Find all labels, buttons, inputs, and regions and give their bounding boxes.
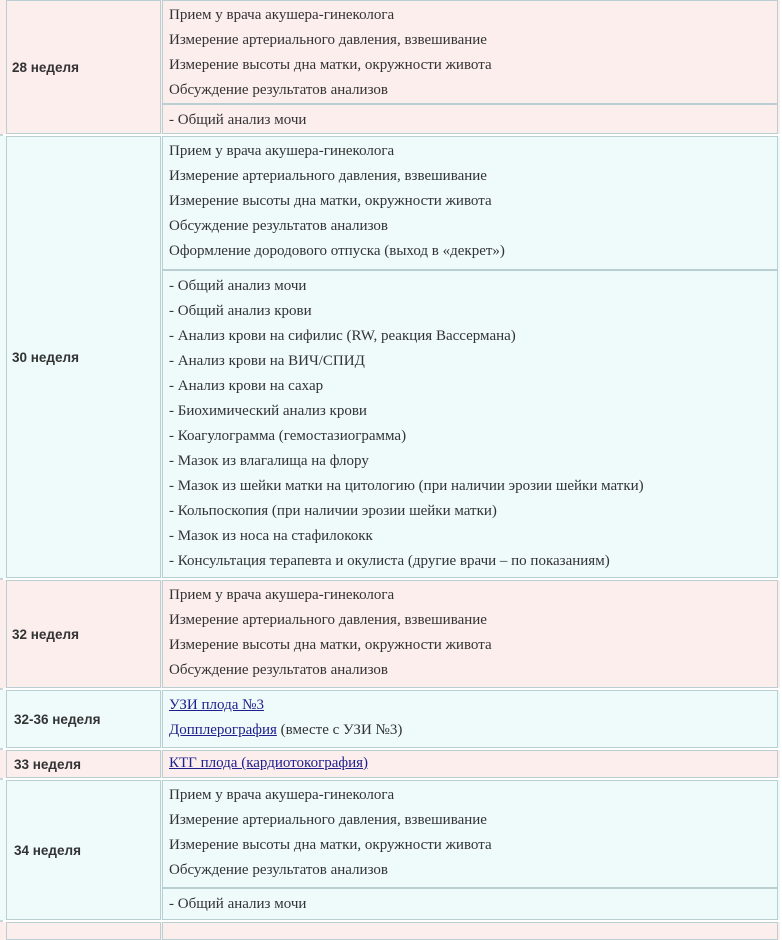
table-row-30 <box>0 136 780 578</box>
list-item: Измерение высоты дна матки, окружности живота <box>169 57 492 73</box>
visit-cell <box>162 0 778 104</box>
visit-cell <box>162 580 778 688</box>
table-row-28 <box>0 0 780 134</box>
tests-cell <box>162 888 778 920</box>
visit-cell <box>162 922 778 940</box>
list-item: - Общий анализ мочи <box>169 896 307 912</box>
list-item <box>169 720 777 745</box>
doppler-link[interactable]: Допплерография <box>169 722 277 738</box>
week-cell <box>6 922 161 940</box>
table-row-32-36 <box>0 690 780 748</box>
list-item: Измерение артериального давления, взвешивание <box>169 168 487 184</box>
table-row-34 <box>0 780 780 920</box>
week-cell: 32-36 неделя <box>6 690 161 748</box>
list-item: - Мазок из носа на стафилококк <box>169 528 373 544</box>
week-cell: 33 неделя <box>6 750 161 778</box>
list-item: - Кольпоскопия (при наличии эрозии шейки матки) <box>169 503 497 519</box>
list-item: - Анализ крови на сифилис (RW, реакция Вассермана) <box>169 328 516 344</box>
list-item: - Анализ крови на ВИЧ/СПИД <box>169 353 365 369</box>
list-item: Измерение артериального давления, взвешивание <box>169 812 487 828</box>
visit-cell <box>162 136 778 270</box>
list-item: - Коагулограмма (гемостазиограмма) <box>169 428 407 444</box>
list-item: - Консультация терапевта и окулиста (другие врачи – по показаниям) <box>169 553 610 569</box>
table-row-33 <box>0 750 780 778</box>
tests-cell <box>162 270 778 578</box>
list-item: Измерение артериального давления, взвешивание <box>169 612 487 628</box>
list-item: - Мазок из влагалища на флору <box>169 453 369 469</box>
list-item: - Анализ крови на сахар <box>169 378 324 394</box>
list-item <box>169 695 777 720</box>
list-item: - Общий анализ мочи <box>169 278 307 294</box>
visit-cell <box>162 690 778 748</box>
week-cell: 28 неделя <box>6 0 161 134</box>
list-item: - Мазок из шейки матки на цитологию (при наличии эрозии шейки матки) <box>169 478 644 494</box>
week-cell: 30 неделя <box>6 136 161 578</box>
list-item: - Биохимический анализ крови <box>169 403 367 419</box>
visit-cell <box>162 780 778 888</box>
tests-cell <box>162 104 778 134</box>
ctg-link[interactable]: КТГ плода (кардиотокография) <box>169 755 369 771</box>
week-cell: 34 неделя <box>6 780 161 920</box>
list-item: Измерение артериального давления, взвешивание <box>169 32 487 48</box>
list-item: Обсуждение результатов анализов <box>169 82 388 98</box>
list-item: Оформление дородового отпуска (выход в «декрет») <box>169 243 505 259</box>
list-item: Обсуждение результатов анализов <box>169 662 388 678</box>
list-item: Измерение высоты дна матки, окружности живота <box>169 193 492 209</box>
ultrasound-3-link[interactable]: УЗИ плода №3 <box>169 697 264 713</box>
list-item: Прием у врача акушера-гинеколога <box>169 143 395 159</box>
list-item: - Общий анализ мочи <box>169 112 307 128</box>
list-item: Прием у врача акушера-гинеколога <box>169 7 395 23</box>
visit-cell <box>162 750 778 778</box>
week-cell: 32 неделя <box>6 580 161 688</box>
list-item: Обсуждение результатов анализов <box>169 862 388 878</box>
table-row-next <box>0 922 780 940</box>
list-item: Прием у врача акушера-гинеколога <box>169 787 395 803</box>
list-item: Измерение высоты дна матки, окружности живота <box>169 837 492 853</box>
list-item: Обсуждение результатов анализов <box>169 218 388 234</box>
list-item: Прием у врача акушера-гинеколога <box>169 587 395 603</box>
doppler-note: (вместе с УЗИ №3) <box>276 722 403 738</box>
table-row-32 <box>0 580 780 688</box>
list-item: Измерение высоты дна матки, окружности живота <box>169 637 492 653</box>
list-item: - Общий анализ крови <box>169 303 312 319</box>
list-item <box>169 753 777 778</box>
